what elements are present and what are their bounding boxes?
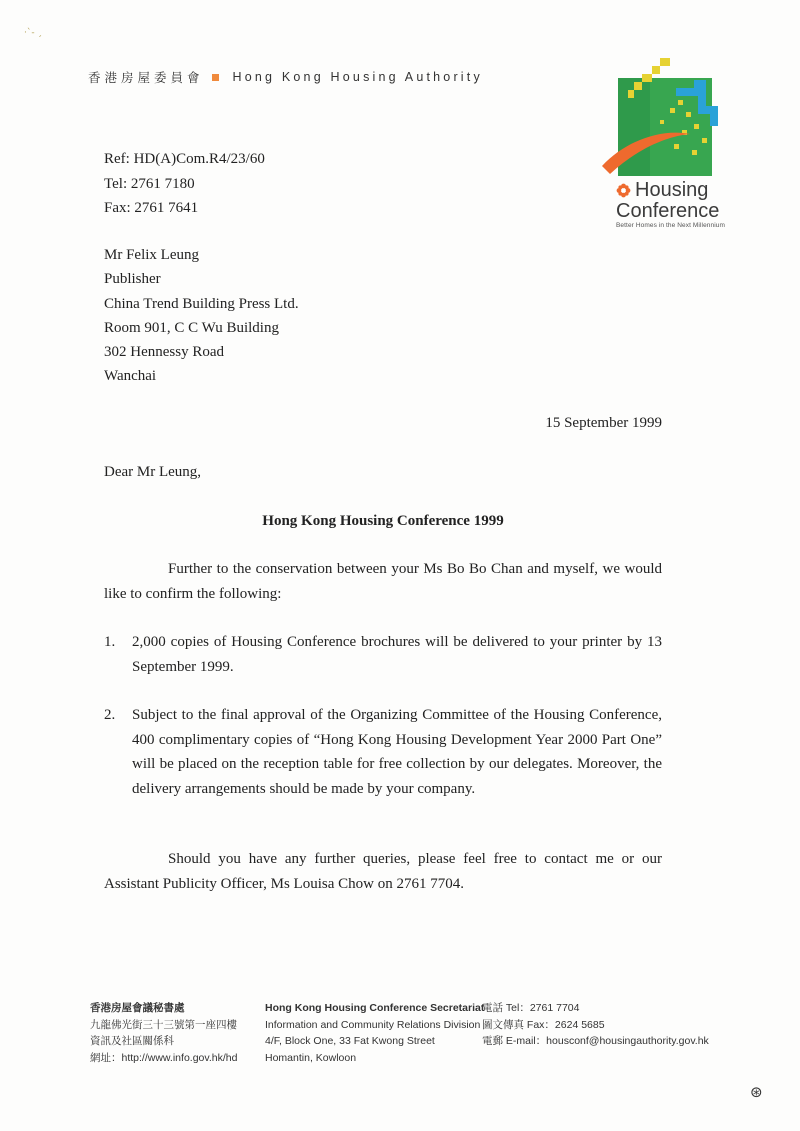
pen-mark: ·`‐ ˏ: [24, 28, 42, 38]
recipient-line: Publisher: [104, 271, 161, 288]
flower-icon: [616, 183, 631, 198]
opening-paragraph: Further to the conservation between your Ms Bo Bo Chan and myself, we would like to confirm the following:: [104, 561, 662, 602]
recycle-mark-icon: ⊛: [750, 1083, 763, 1101]
list-item-number: 1.: [104, 634, 116, 650]
footer-line: 4/F, Block One, 33 Fat Kwong Street: [265, 1035, 435, 1047]
footer-chinese-address: [90, 1000, 237, 1066]
footer-line: Information and Community Relations Division: [265, 1018, 481, 1031]
footer-line: Hong Kong Housing Conference Secretariat: [265, 1002, 485, 1014]
footer-email: 電郵 E-mail：housconf@housingauthority.gov.hk: [482, 1035, 709, 1047]
reference-number: Ref: HD(A)Com.R4/23/60: [104, 151, 265, 167]
authority-english-name: Hong Kong Housing Authority: [232, 70, 483, 84]
list-item: [104, 703, 662, 801]
letterhead-bullet-icon: [212, 74, 219, 81]
footer-website: 網址：http://www.info.gov.hk/hd: [90, 1051, 238, 1064]
footer-telephone: 電話 Tel：2761 7704: [482, 1002, 580, 1014]
authority-chinese-name: 香港房屋委員會: [88, 71, 204, 85]
closing-paragraph: Should you have any further queries, please feel free to contact me or our Assistant Publicity Officer, Ms Louisa Chow on 2761 7704.: [104, 851, 662, 892]
list-item-text: Subject to the final approval of the Organizing Committee of the Housing Conference, 400 complimentary copies of “Hong Kong Housing Development Year 2000 Part One” will be placed on the reception table for free collection by our delegates. Moreover, the delivery arrangements should be made by your company.: [132, 707, 662, 797]
list-item-text: 2,000 copies of Housing Conference brochures will be delivered to your printer by 13 September 1999.: [132, 634, 662, 675]
footer-english-address: [265, 1000, 484, 1066]
recipient-line: Mr Felix Leung: [104, 247, 199, 263]
footer-fax: 圖文傳真 Fax：2624 5685: [482, 1018, 605, 1031]
footer-contact: [482, 1000, 709, 1050]
reference-block: [104, 147, 265, 221]
housing-conference-logo-icon: [598, 50, 732, 180]
logo-word-housing: Housing: [635, 179, 709, 201]
list-item-number: 2.: [104, 707, 116, 723]
list-item: [104, 630, 662, 679]
footer-line: 資訊及社區關係科: [90, 1035, 174, 1047]
recipient-line: Room 901, C C Wu Building: [104, 319, 279, 336]
letterhead: [88, 68, 483, 86]
recipient-address: [104, 243, 299, 389]
footer-line: 香港房屋會議秘書處: [90, 1002, 185, 1014]
footer-line: Homantin, Kowloon: [265, 1051, 357, 1064]
recipient-line: Wanchai: [104, 368, 157, 385]
letter-date: 15 September 1999: [545, 415, 662, 431]
fax-number: Fax: 2761 7641: [104, 200, 199, 216]
footer-line: 九龍佛光街三十三號第一座四樓: [90, 1018, 237, 1031]
logo-wordmark: [616, 180, 725, 230]
logo-tagline: Better Homes in the Next Millennium: [616, 222, 725, 229]
logo-word-conference: Conference: [616, 200, 720, 222]
recipient-line: China Trend Building Press Ltd.: [104, 295, 299, 312]
recipient-line: 302 Hennessy Road: [104, 344, 224, 361]
telephone-number: Tel: 2761 7180: [104, 175, 195, 192]
salutation: Dear Mr Leung,: [104, 464, 202, 480]
letter-subject: Hong Kong Housing Conference 1999: [262, 513, 504, 529]
